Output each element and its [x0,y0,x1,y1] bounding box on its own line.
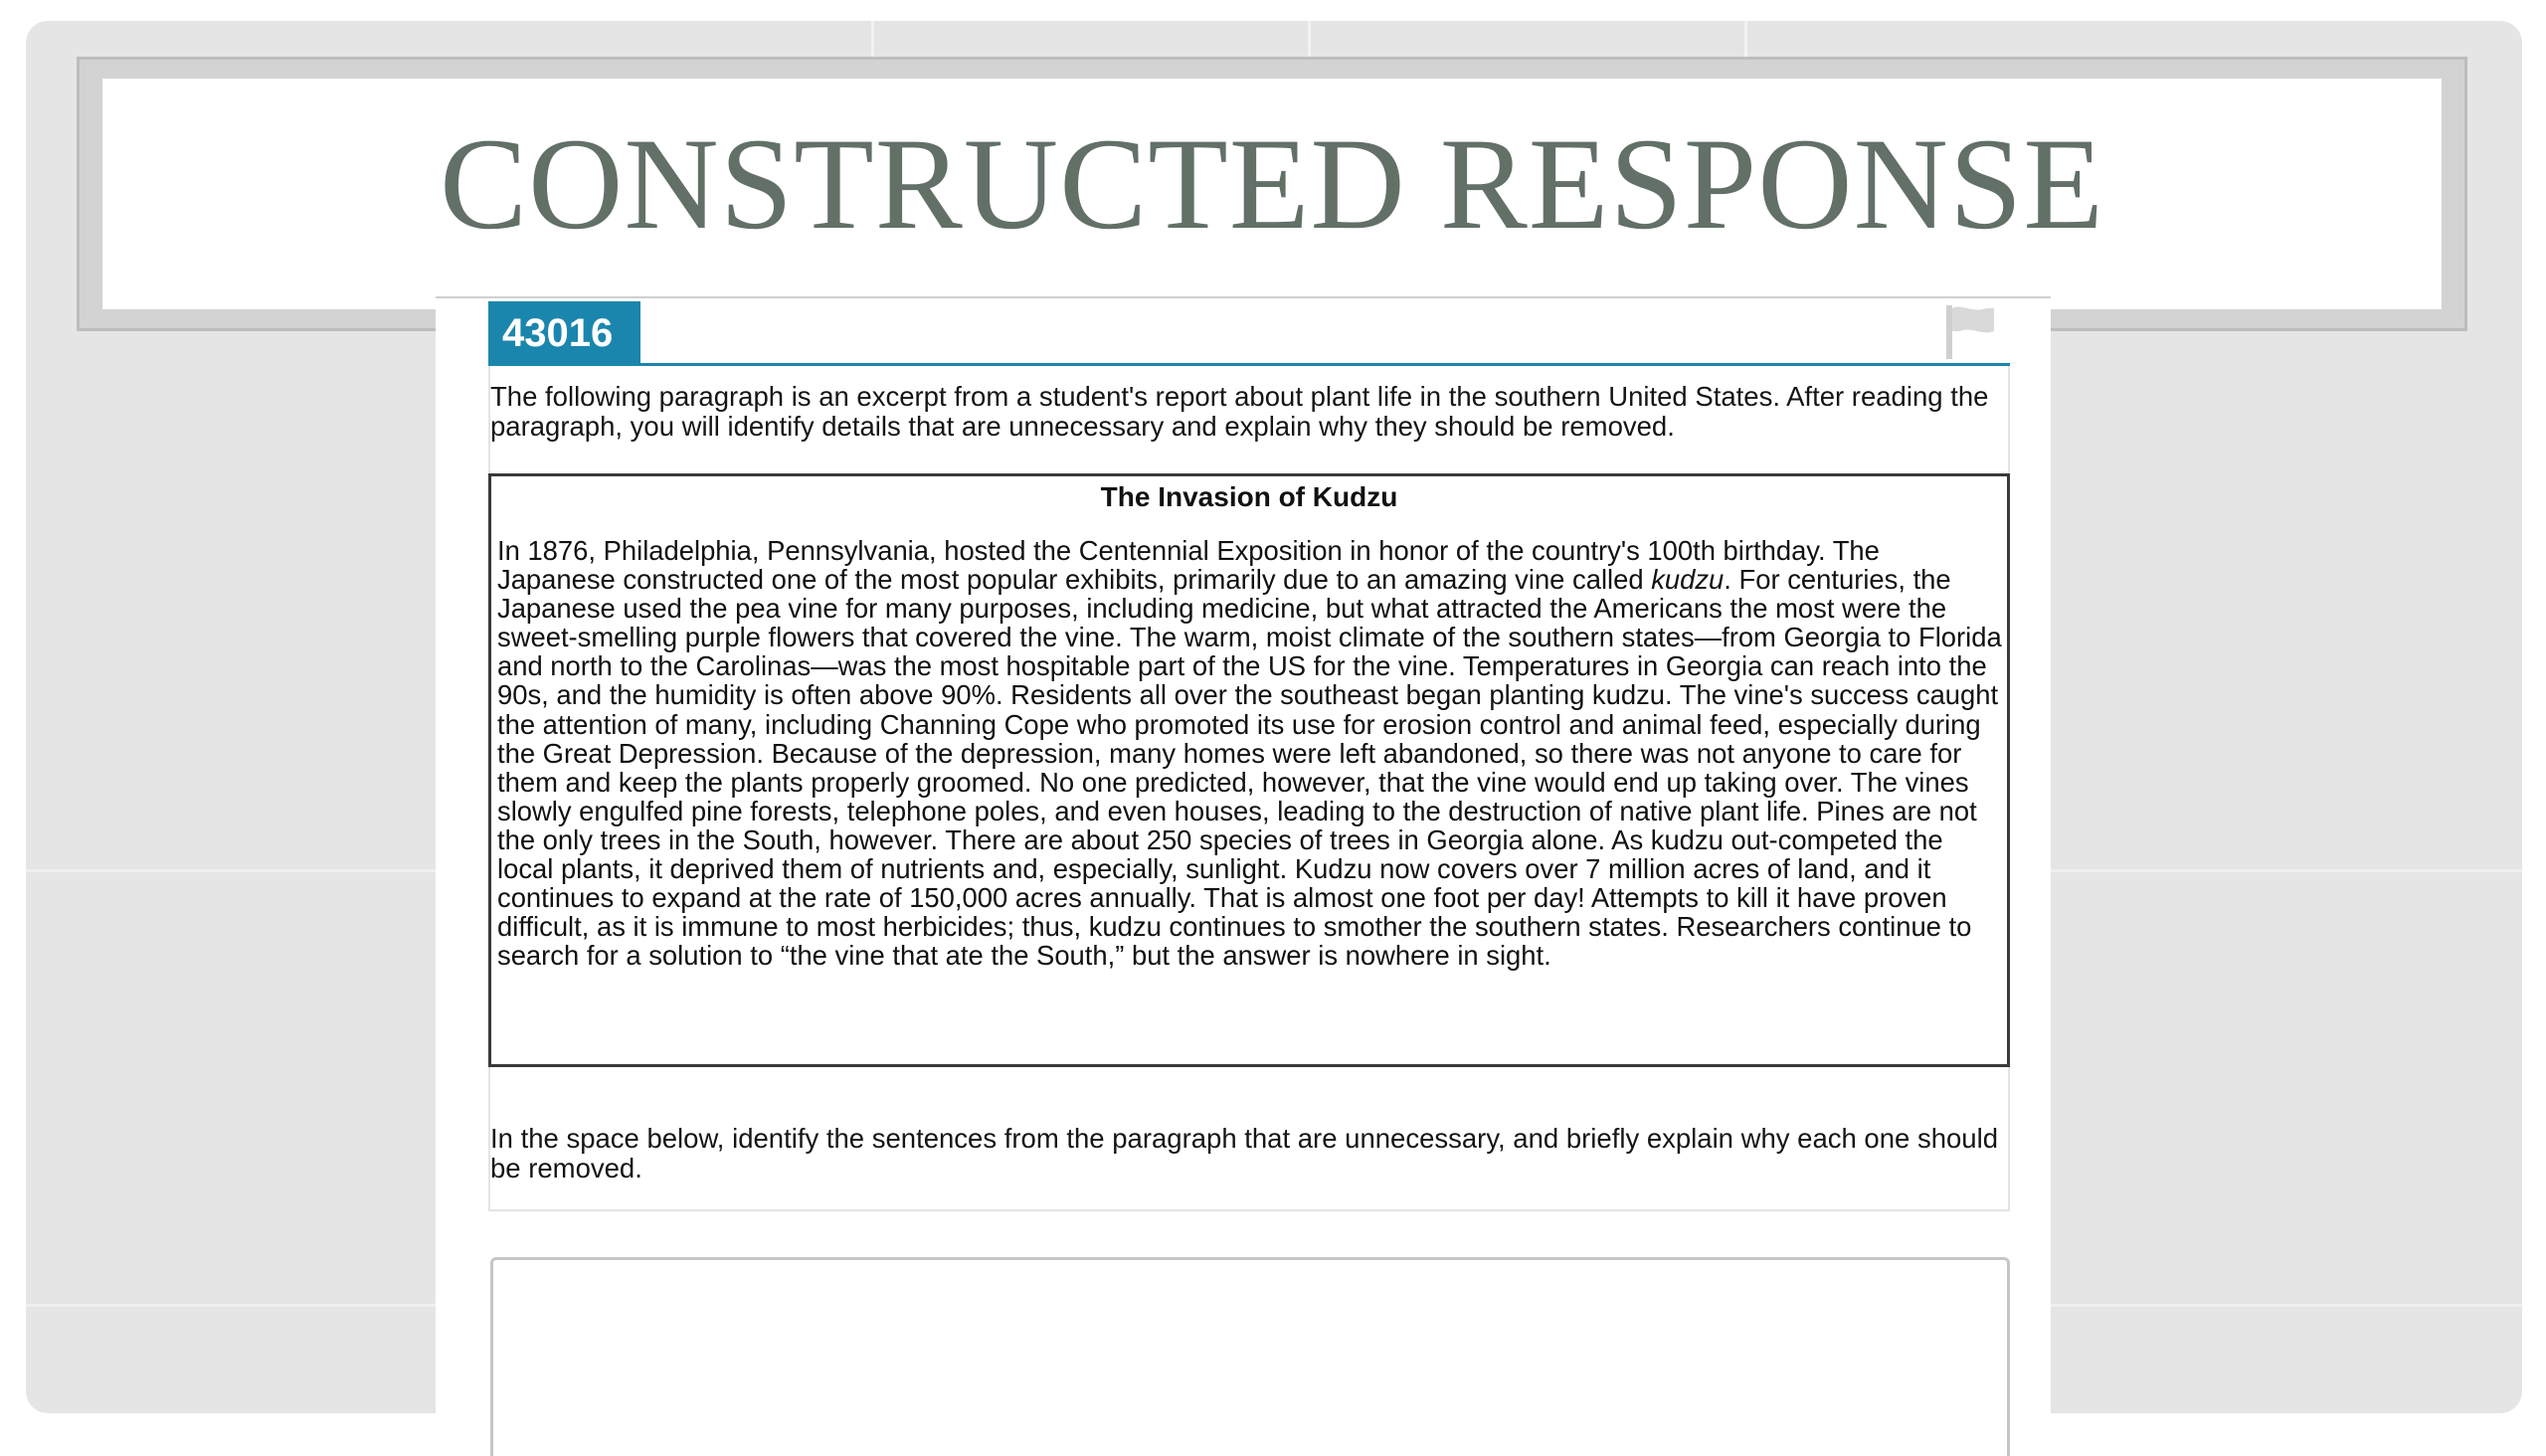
question-header-rule [488,363,2010,366]
passage-text-start: In 1876, Philadelphia, Pennsylvania, hosted the Centennial Exposition in honor of the country's 100th birthday. The Japanese constructed one of the most popular exhibits, primarily due to an amazing vine called [497,535,1880,596]
question-document [436,296,2051,1432]
question-id-badge: 43016 [488,301,640,365]
response-instruction: In the space below, identify the sentences from the paragraph that are unnecessary, and briefly explain why each one should be removed. [490,1123,1998,1183]
passage-box [488,473,2010,1067]
slide-title: CONSTRUCTED RESPONSE [440,110,2104,257]
passage-paragraph [497,536,2004,970]
passage-italic-term: kudzu [1651,564,1725,596]
question-prompt: The following paragraph is an excerpt from a student's report about plant life in the southern United States. After reading the paragraph, you will identify details that are unnecessary and explain why they should be removed. [490,381,1989,442]
passage-text-end: . For centuries, the Japanese used the pea vine for many purposes, including medicine, but what attracted the Americans the most were the sweet-smelling purple flowers that covered the vine. The warm, moist climate of the southern states—from Georgia to Florida and north to the Carolinas—was the most hospitable part of the US for the vine. Temperatures in Georgia can reach into the 90s, and the humidity is often above 90%. Residents all over the southeast began planting kudzu. The vine's success caught the attention of many, including Channing Cope who promoted its use for erosion control and animal feed, especially during the Great Depression. Because of the depression, many homes were left abandoned, so there was not anyone to care for them and keep the plants properly groomed. No one predicted, however, that the vine would end up taking over. The vines slowly engulfed pine forests, telephone poles, and even houses, leading to the destruction of native plant life. Pines are not the only trees in the South, however. There are about 250 species of trees in Georgia alone. As kudzu out-competed the local plants, it deprived them of nutrients and, especially, sunlight. Kudzu now covers over 7 million acres of land, and it continues to expand at the rate of 150,000 acres annually. That is almost one foot per day! Attempts to kill it have proven difficult, as it is immune to most herbicides; thus, kudzu continues to smother the southern states. Researchers continue to search for a solution to “the vine that ate the South,” but the answer is nowhere in sight. [497,564,2002,972]
response-input[interactable] [490,1257,2010,1456]
passage-body [497,536,2004,970]
flag-icon[interactable] [1942,303,2000,359]
passage-title: The Invasion of Kudzu [1100,481,1398,512]
flag-icon-graphic [1942,303,2000,359]
